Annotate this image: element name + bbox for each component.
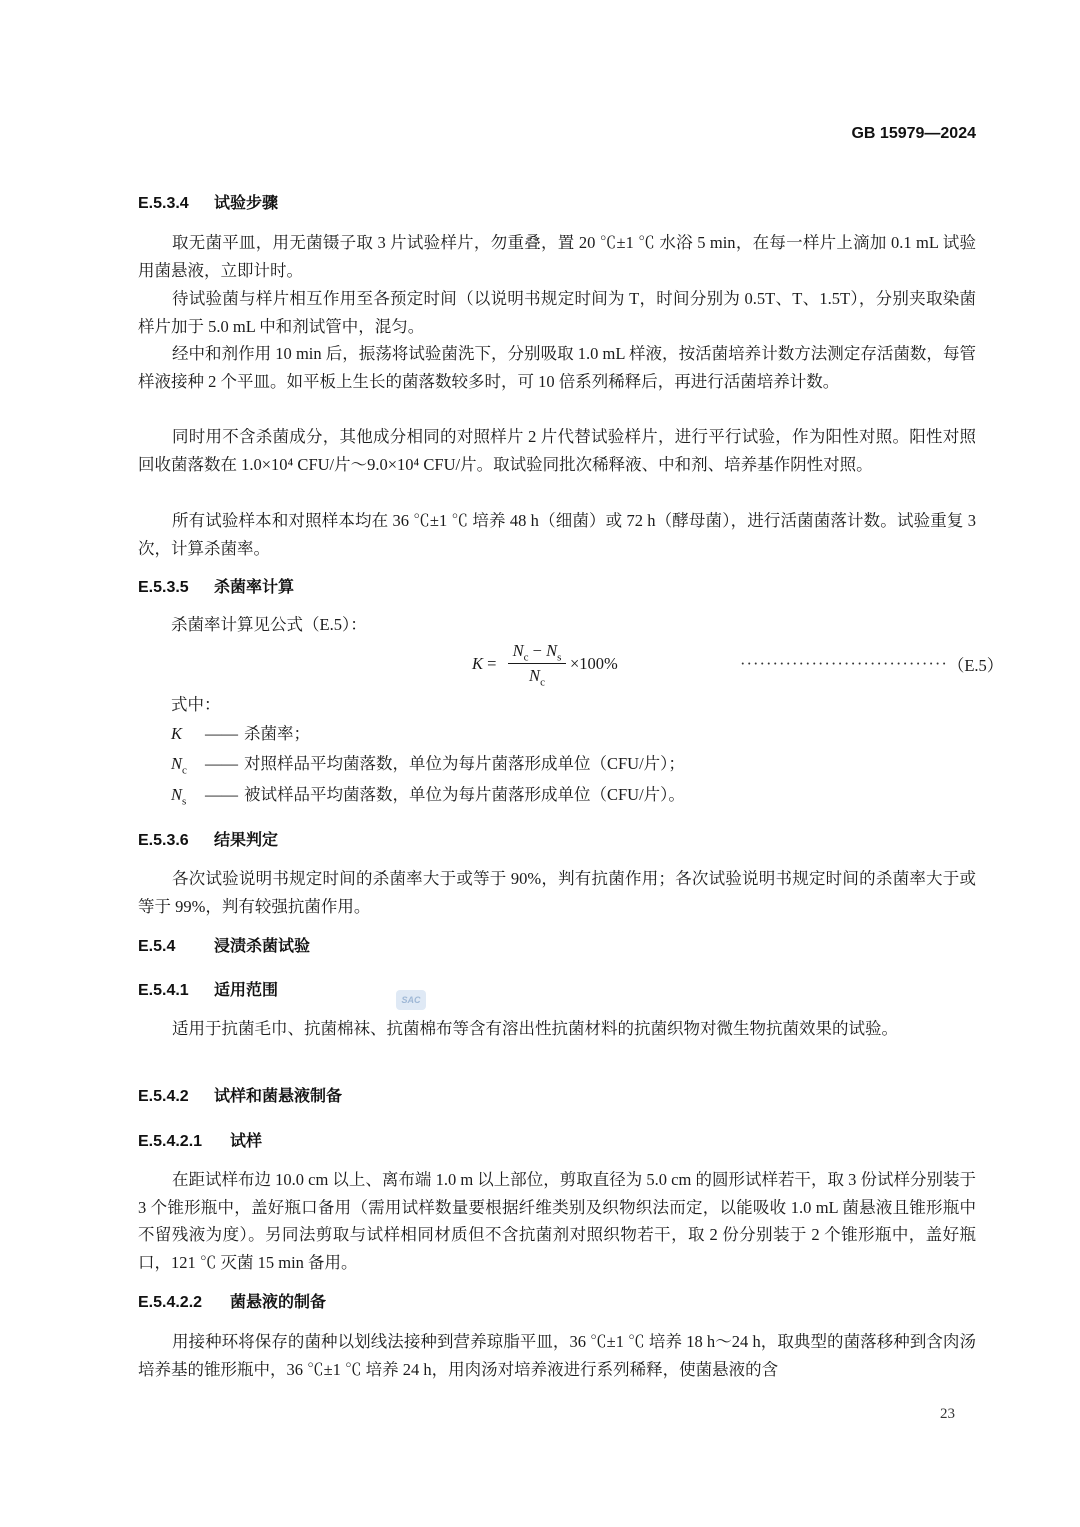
formula-denominator: $N_c$	[529, 666, 545, 689]
section-title: 试样	[230, 1133, 263, 1150]
paragraph: 经中和剂作用 10 min 后，振荡将试验菌洗下，分别吸取 1.0 mL 样液，按活菌培养计数方法测定存活菌数，每管样液接种 2 个平皿。如平板上生长的菌落数较多时，可 10 倍系列稀释后，再进行活菌培养计数。	[138, 344, 976, 391]
symbol-definition: $N_c$ —— 对照样品平均菌落数，单位为每片菌落形成单位（CFU/片）；	[171, 754, 685, 777]
paragraph: 所有试验样本和对照样本均在 36 ℃±1 ℃ 培养 48 h（细菌）或 72 h（酵母菌），进行活菌菌落计数。试验重复 3 次，计算杀菌率。	[138, 511, 976, 558]
formula-intro: 杀菌率计算见公式（E.5）：	[171, 615, 367, 634]
section-heading-e535	[138, 577, 294, 599]
section-number: E.5.4.2.2	[138, 1294, 203, 1311]
symbol-definition: $N_s$ —— 被试样品平均菌落数，单位为每片菌落形成单位（CFU/片）。	[171, 785, 685, 808]
section-title: 浸渍杀菌试验	[214, 938, 311, 955]
paragraph: 同时用不含杀菌成分，其他成分相同的对照样片 2 片代替试验样片，进行平行试验，作为阳性对照。阳性对照回收菌落数在 1.0×10⁴ CFU/片～9.0×10⁴ CFU/片。取试验同批次稀释液、中和剂、培养基作阴性对照。	[138, 427, 976, 474]
equation-number: （E.5）	[947, 656, 1004, 675]
section-number: E.5.4.2	[138, 1088, 189, 1105]
standard-number: GB 15979—2024	[851, 125, 976, 142]
paragraph: 取无菌平皿，用无菌镊子取 3 片试验样片，勿重叠，置 20 ℃±1 ℃ 水浴 5 min，在每一样片上滴加 0.1 mL 试验用菌悬液，立即计时。	[138, 233, 976, 280]
paragraph: 待试验菌与样片相互作用至各预定时间（以说明书规定时间为 T，时间分别为 0.5T、T、1.5T），分别夹取染菌样片加于 5.0 mL 中和剂试管中，混匀。	[138, 289, 976, 336]
paragraph: 适用于抗菌毛巾、抗菌棉袜、抗菌棉布等含有溶出性抗菌材料的抗菌织物对微生物抗菌效果的试验。	[172, 1019, 898, 1038]
section-number: E.5.4.2.1	[138, 1133, 203, 1150]
symbol-definition: K —— 杀菌率；	[171, 724, 310, 743]
section-heading-e5421	[138, 1131, 262, 1153]
section-title: 试验步骤	[214, 195, 279, 212]
where-label: 式中：	[171, 695, 221, 714]
section-heading-e541	[138, 980, 278, 1002]
section-title: 适用范围	[214, 982, 279, 999]
section-number: E.5.3.5	[138, 579, 189, 596]
section-heading-e542	[138, 1086, 342, 1108]
section-title: 试样和菌悬液制备	[214, 1088, 343, 1105]
section-number: E.5.4.1	[138, 982, 189, 999]
paragraph: 各次试验说明书规定时间的杀菌率大于或等于 90%，判有抗菌作用；各次试验说明书规定时间的杀菌率大于或等于 99%，判有较强抗菌作用。	[138, 869, 976, 916]
section-number: E.5.4	[138, 938, 176, 955]
section-number: E.5.3.4	[138, 195, 189, 212]
equation-number-row	[740, 652, 1004, 676]
section-title: 菌悬液的制备	[230, 1294, 327, 1311]
leader-dots: ································	[740, 654, 948, 673]
formula-multiplier: ×100%	[570, 654, 618, 673]
paragraph: 用接种环将保存的菌种以划线法接种到营养琼脂平皿，36 ℃±1 ℃ 培养 18 h～24 h，取典型的菌落移种到含肉汤培养基的锥形瓶中，36 ℃±1 ℃ 培养 24 h，用肉汤对培养液进行系列稀释，使菌悬液的含	[138, 1332, 976, 1379]
section-title: 杀菌率计算	[214, 579, 295, 596]
sac-watermark: SAC	[396, 990, 426, 1010]
formula-lhs: K =	[472, 654, 497, 673]
section-heading-e534	[138, 193, 278, 215]
section-number: E.5.3.6	[138, 832, 189, 849]
section-heading-e5422	[138, 1292, 326, 1314]
paragraph: 在距试样布边 10.0 cm 以上、离布端 1.0 m 以上部位，剪取直径为 5.0 cm 的圆形试样若干，取 3 份试样分别装于 3 个锥形瓶中，盖好瓶口备用（需用试样数量要根据纤维类别及织物织法而定，以能吸收 1.0 mL 菌悬液且锥形瓶中不留残液为度）。另同法剪取与试样相同材质但不含抗菌剂对照织物若干，取 2 份分别装于 2 个锥形瓶中，盖好瓶口，121 ℃ 灭菌 15 min 备用。	[138, 1170, 976, 1272]
section-heading-e536	[138, 830, 278, 852]
formula-fraction	[508, 640, 566, 687]
formula-numerator: $N_c - N_s$	[512, 641, 562, 664]
section-title: 结果判定	[214, 832, 279, 849]
page-number: 23	[940, 1406, 955, 1422]
section-heading-e54	[138, 936, 310, 958]
